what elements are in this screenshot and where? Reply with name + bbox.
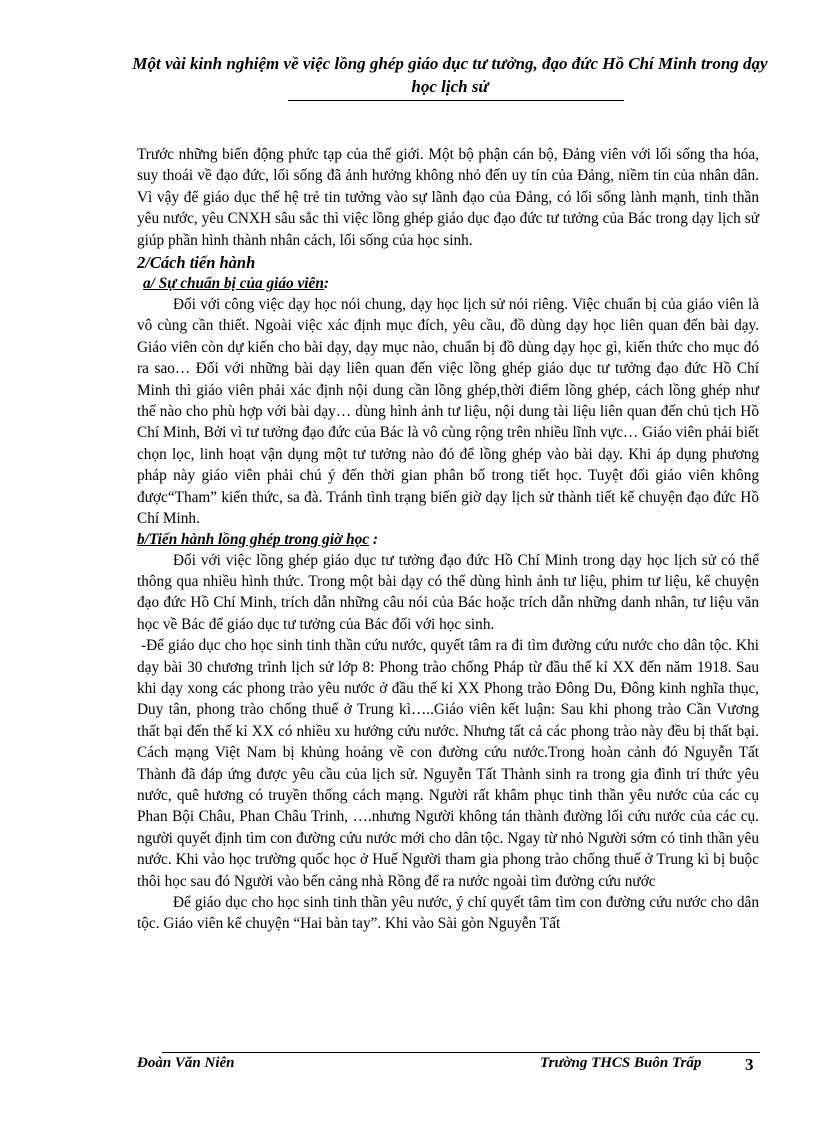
footer-school: Trường THCS Buôn Trấp [540,1055,702,1071]
page-number: 3 [745,1055,754,1074]
header-rule [288,100,624,101]
footer-author: Đoàn Văn Niên [137,1055,235,1071]
subsection-heading-a [137,274,759,294]
paragraph-preparation: Đối với công việc dạy học nói chung, dạy học lịch sử nói riêng. Việc chuẩn bị của giáo viên là vô cùng cần thiết. Ngoài việc xác định mục đích, yêu cầu, đồ dùng dạy học liên quan đến bài dạy. Giáo viên còn dự kiến cho bài dạy, dạy mục nào, chuẩn bị đồ dùng dạy học gì, kiến thức cho mục đó ra sao… Đối với những bài dạy liên quan đến việc lồng ghép giáo dục tư tưởng đạo đức Hồ Chí Minh thì giáo viên phải xác định nội dung cần lồng ghép,thời điểm lồng ghép, cách lồng ghép như thế nào cho phù hợp với bài dạy… dùng hình ảnh tư liệu, nội dung tài liệu liên quan đến chủ tịch Hồ Chí Minh, Bởi vì tư tưởng đạo đức của Bác là vô cùng rộng trên nhiều lĩnh vực… Giáo viên phải biết chọn lọc, linh hoạt vận dụng một tư tưởng nào đó để lồng ghép vào bài dạy. Khi áp dụng phương pháp này giáo viên phải chú ý đến thời gian phân bố trong tiết học. Tuyệt đối giáo viên không được“Tham” kiến thức, sa đà. Tránh tình trạng biến giờ dạy lịch sử thành tiết kể chuyện đạo đức Hồ Chí Minh. [137,296,759,528]
subsection-heading-b-colon: : [369,530,378,548]
paragraph-two-hands-story: Để giáo dục cho học sinh tinh thần yêu nước, ý chí quyết tâm tìm con đường cứu nước cho dân tộc. Giáo viên kể chuyện “Hai bàn tay”. Khi vào Sài gòn Nguyễn Tất [137,894,759,933]
subsection-heading-b-text: b/Tiến hành lồng ghép trong giờ học [137,530,370,548]
subsection-heading-a-text: a/ Sự chuẩn bị của giáo viên [143,275,324,293]
paragraph-integration-forms: Đối với việc lồng ghép giáo dục tư tưởng đạo đức Hồ Chí Minh trong dạy học lịch sử có thể thông qua nhiều hình thức. Trong một bài dạy có thể dùng hình ảnh tư liệu, phim tư liệu, kể chuyện đạo đức Hồ Chí Minh, trích dẫn những câu nói của Bác hoặc trích dẫn những danh nhân, tư liệu văn học về Bác để giáo dục tư tưởng của Bác đối với học sinh. [137,551,759,633]
paragraph-lesson-30: -Để giáo dục cho học sinh tinh thần cứu nước, quyết tâm ra đi tìm đường cứu nước cho dân tộc. Khi dạy bài 30 chương trình lịch sử lớp 8: Phong trào chống Pháp từ đầu thế kỉ XX đến năm 1918. Sau khi dạy xong các phong trào yêu nước ở đầu thế kỉ XX Phong trào Đông Du, Đông kinh nghĩa thục, Duy tân, phong trào chống thuế ở Trung kì…..Giáo viên kết luận: Sau khi phong trào Cần Vương thất bại đến thế kỉ XX có nhiều xu hướng cứu nước. Nhưng tất cả các phong trào này đều bị thất bại. Cách mạng Việt Nam bị khủng hoảng về con đường cứu nước.Trong hoàn cảnh đó Nguyễn Tất Thành đã đáp ứng được yêu cầu của lịch sử. Nguyễn Tất Thành sinh ra trong gia đình trí thức yêu nước, quê hương có truyền thống cách mạng. Người rất khâm phục tinh thần yêu nước của các cụ Phan Bội Châu, Phan Châu Trinh, ….nhưng Người không tán thành đường lối cứu nước của các cụ. người quyết định tìm con đường cứu nước mới cho dân tộc. Ngay từ nhỏ Người sớm có tinh thần yêu nước. Khi vào học trường quốc học ở Huế Người tham gia phong trào chống thuế ở Trung kì bị buộc thôi học sau đó Người vào bến cảng nhà Rồng để ra nước ngoài tìm đường cứu nước [137,637,759,890]
document-title: Một vài kinh nghiệm về việc lồng ghép giáo dục tư tưởng, đạo đức Hồ Chí Minh trong dạy học lịch sử [132,54,768,96]
section-heading-2: 2/Cách tiến hành [137,253,256,273]
intro-paragraph: Trước những biến động phức tạp của thế giới. Một bộ phận cán bộ, Đảng viên với lối sống tha hóa, suy thoái về đạo đức, lối sống đã ảnh hưởng không nhỏ đến uy tín của Đảng, niềm tin của nhân dân. Vì vậy để giáo dục thế hệ trẻ tin tưởng vào sự lãnh đạo của Đảng, có lối sống lành mạnh, tinh thần yêu nước, yêu CNXH sâu sắc thì việc lồng ghép giáo dục đạo đức tư tưởng của Bác trong dạy lịch sử giúp phần hình thành nhân cách, lối sống của học sinh. [137,146,759,249]
footer-rule [162,1052,760,1053]
subsection-heading-b [137,530,759,550]
subsection-heading-a-colon: : [323,275,329,293]
document-body [137,144,759,935]
